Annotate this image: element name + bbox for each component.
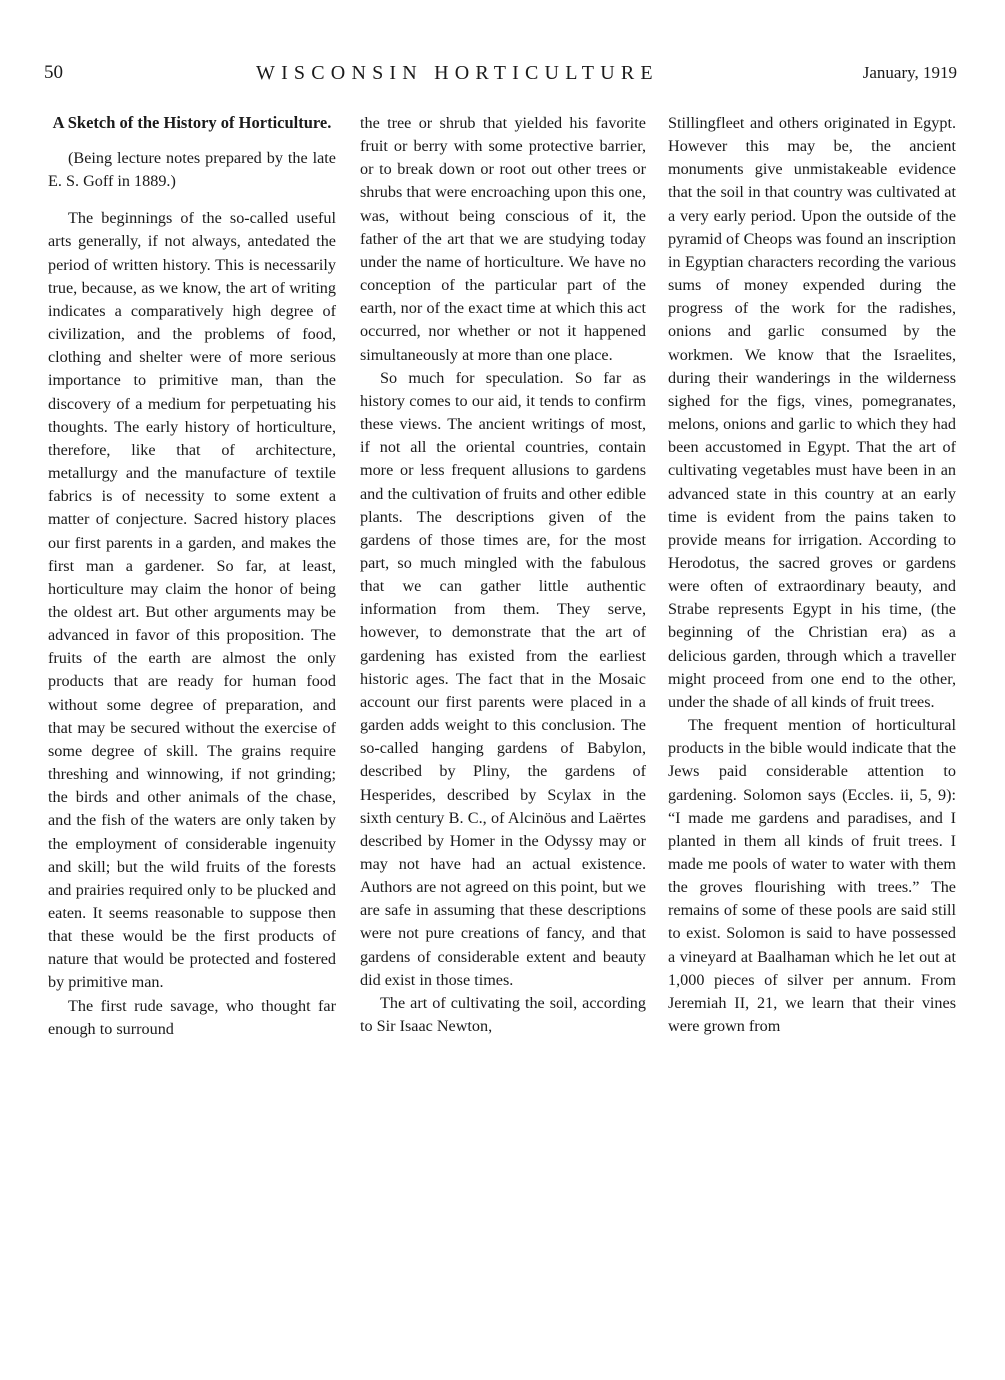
issue-date: January, 1919 — [862, 63, 957, 82]
article-subtitle: (Being lecture notes prepared by the late E. S. Goff in 1889.) — [48, 149, 336, 191]
running-header — [0, 62, 1005, 90]
paragraph: The first rude savage, who thought far enough to surround — [48, 996, 336, 1038]
text-column-2 — [360, 112, 646, 1038]
paragraph: The beginnings of the so-called useful arts generally, if not always, antedated the period of written history. This is necessarily true, because, as we know, the art of writing indicates a comparatively high degree of civilization, and the problems of food, clothing and shelter were of more serious importance to primitive man, than the discovery of a medium for perpetuating his thoughts. The early history of horticulture, therefore, like that of architecture, metallurgy and the manufacture of textile fabrics is of necessity to some extent a matter of conjecture. Sacred history places our first parents in a garden, and makes the first man a gardener. So far, at least, horticulture may claim the honor of being the oldest art. But other arguments may be advanced in favor of this proposition. The fruits of the earth are almost the only products that are ready for human food without some degree of preparation, and that may be secured without the exercise of some degree of skill. The grains require threshing and winnowing, if not grinding; the birds and other animals of the chase, and the fish of the waters are only taken by the employment of considerable ingenuity and skill; but the wild fruits of the forests and prairies required only to be plucked and eaten. It seems reasonable to suppose then that these would be the first products of nature that would be protected and fostered by primitive man. — [48, 209, 336, 992]
paragraph: the tree or shrub that yielded his favorite fruit or berry with some protective barrier, or to break down or root out other trees or shrubs that were encroaching upon this one, was, without being conscious of it, the father of the art that we are studying today under the name of horticulture. We have no conception of the particular part of the earth, nor of the exact time at which this act occurred, nor whether or not it happened simultaneously at more than one place. — [360, 114, 646, 364]
page-number: 50 — [44, 62, 63, 83]
text-column-1 — [48, 112, 336, 1041]
paragraph: So much for speculation. So far as history comes to our aid, it tends to confirm these views. The ancient writings of most, if not all the oriental countries, contain more or less frequent allusions to gardens and the cultivation of fruits and other edible plants. The descriptions given of the gardens of those times are, for the most part, so much mingled with the fabulous that we can gather little authentic information from them. They serve, however, to demonstrate that the art of gardening has existed from the earliest historic ages. The fact that in the Mosaic account our first parents were placed in a garden adds weight to this conclusion. The so-called hanging gardens of Babylon, described by Pliny, the gardens of Hesperides, described by Scylax in the sixth century B. C., of Alcinöus and Laërtes described by Homer in the Odyssy may or may not have had an actual existence. Authors are not agreed on this point, but we are safe in assuming that these descriptions were not pure creations of fancy, and that gardens of considerable extent and beauty did exist in those times. — [360, 368, 646, 989]
article-title: A Sketch of the History of Horticulture. — [52, 113, 332, 132]
paragraph: The art of cultivating the soil, according to Sir Isaac Newton, — [360, 993, 646, 1036]
paragraph: Stillingfleet and others originated in Egypt. However this may be, the ancient monuments give unmistakeable evidence that the soil in that country was cultivated at a very early period. Upon the outside of the pyramid of Cheops was found an inscription in Egyptian characters recording the various sums of money expended during the progress of the work for the radishes, onions and garlic consumed by the workmen. We know that the Israelites, during their wanderings in the wilderness sighed for the figs, vines, pomegranates, melons, onions and garlic to which they had been accustomed in Egypt. That the art of cultivating vegetables must have been in an advanced state in this country at an early time is evident from the pains taken to provide means for irrigation. According to Herodotus, the sacred groves or gardens were often of extraordinary beauty, and Strabe represents Egypt in his time, (the beginning of the Christian era) as a delicious garden, through which a traveller might proceed from one end to the other, under the shade of all kinds of fruit trees. — [668, 114, 956, 711]
journal-title: WISCONSIN HORTICULTURE — [256, 62, 659, 84]
paragraph: The frequent mention of horticultural products in the bible would indicate that the Jews paid considerable attention to gardening. Solomon says (Eccles. ii, 5, 9): “I made me gardens and paradises, and I planted in them all kinds of fruit trees. I made me pools of water to water with them the groves flourishing with trees.” The remains of some of these pools are said still to exist. Solomon is said to have possessed a vineyard at Baalhaman which he let out at 1,000 pieces of silver per annum. From Jeremiah II, 21, we learn that their vines were grown from — [668, 716, 956, 1036]
text-column-3 — [668, 112, 956, 1038]
